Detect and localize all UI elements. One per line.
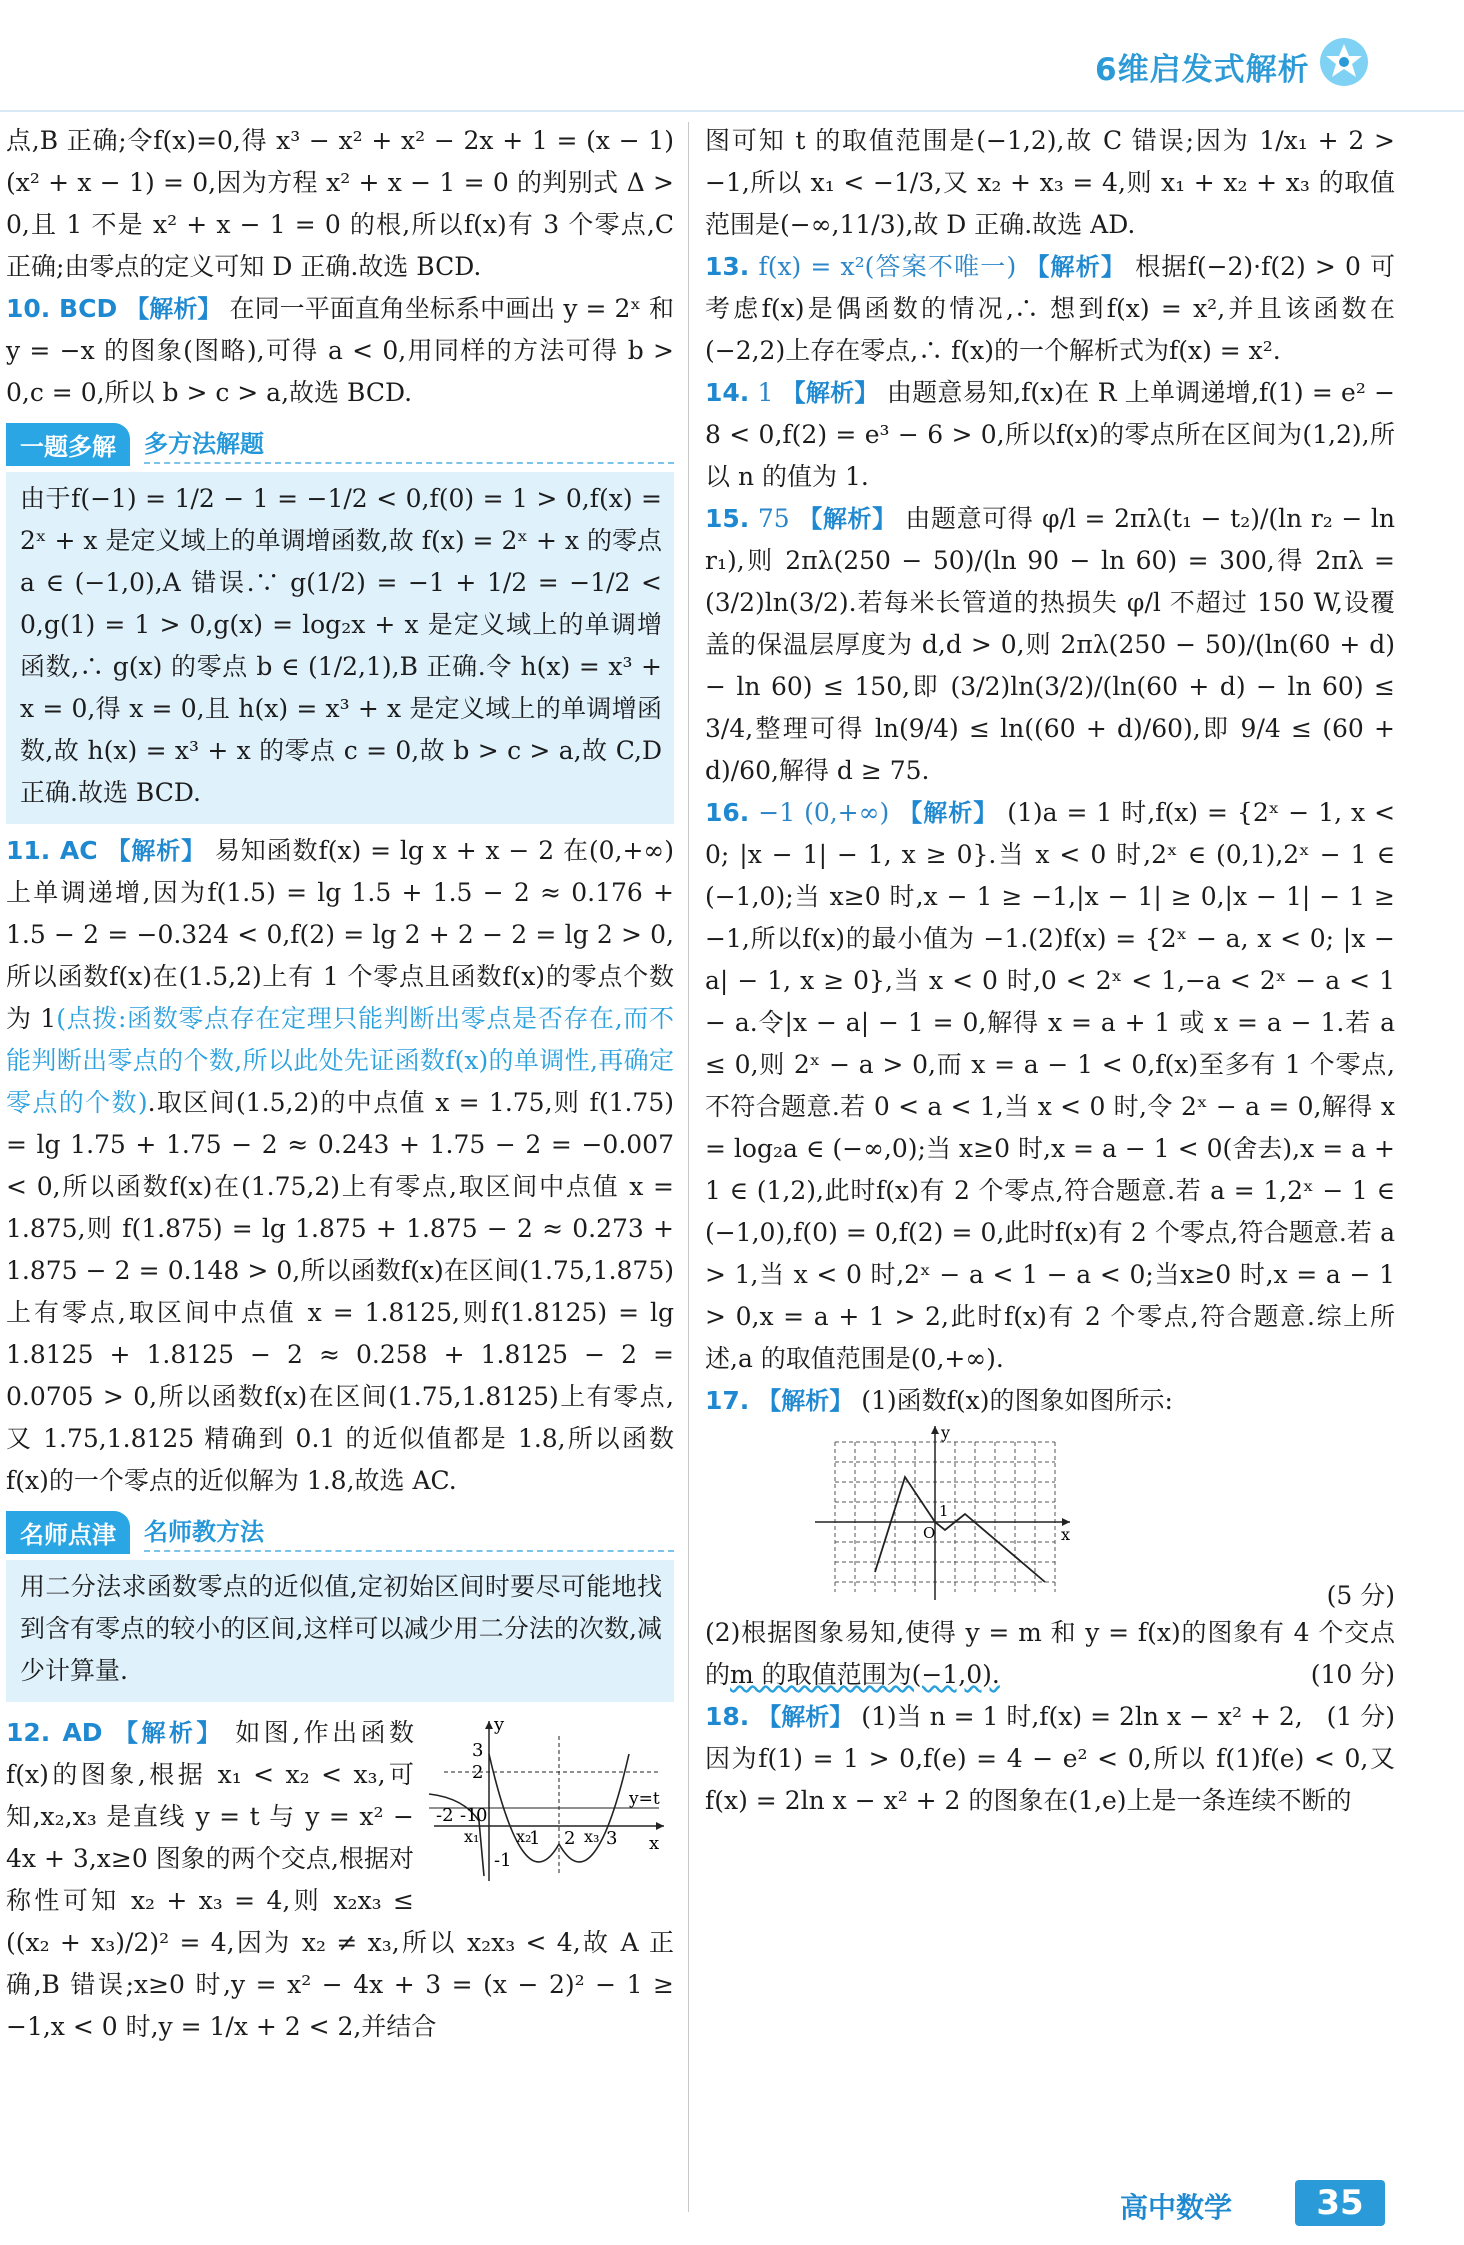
- q11-text2: .取区间(1.5,2)的中点值 x = 1.75,则 f(1.75) = lg 1.75 + 1.75 − 2 ≈ 0.243 + 1.75 − 2 = −0.007 < 0,所以函数f(x)在(1.75,2)上有零点,取区间中点值 x = 1.875,则 f(1.875) = lg 1.875 + 1.875 − 2 ≈ 0.273 + 1.875 − 2 = 0.148 > 0,所以函数f(x)在区间(1.75,1.875)上有零点,取区间中点值 x = 1.8125,则f(1.8125) = lg 1.8125 + 1.8125 − 2 ≈ 0.258 + 1.8125 − 2 = 0.0705 > 0,所以函数f(x)在区间(1.75,1.8125)上有零点,又 1.75,1.8125 精确到 0.1 的近似值都是 1.8,所以函数f(x)的一个零点的近似解为 1.8,故选 AC.: [6, 1088, 674, 1495]
- q11-text1: 易知函数f(x) = lg x + x − 2 在(0,+∞)上单调递增,因为f(1.5) = lg 1.5 + 1.5 − 2 ≈ 0.176 + 1.5 − 2 = −0.324 < 0,f(2) = lg 2 + 2 − 2 = lg 2 > 0,所以函数f(x)在(1.5,2)上有 1 个零点且函数f(x)的零点个数为 1: [6, 836, 674, 1033]
- fig17-label-x: x: [1061, 1525, 1071, 1544]
- fig12-label-x: x: [649, 1833, 660, 1854]
- box1-text: 由于f(−1) = 1/2 − 1 = −1/2 < 0,f(0) = 1 > 0,f(x) = 2ˣ + x 是定义域上的单调增函数,故 f(x) = 2ˣ + x 的零点 a ∈ (−1,0),A 错误.∵ g(1/2) = −1 + 1/2 = −1/2 < 0,g(1) = 1 > 0,g(x) = log₂x + x 是定义域上的单调增函数,∴ g(x) 的零点 b ∈ (1/2,1),B 正确.令 h(x) = x³ + x = 0,得 x = 0,且 h(x) = x³ + x 是定义域上的单调增函数,故 h(x) = x³ + x 的零点 c = 0,故 b > c > a,故 C,D 正确.故选 BCD.: [20, 484, 662, 807]
- q12-continuation: 图可知 t 的取值范围是(−1,2),故 C 错误;因为 1/x₁ + 2 > −1,所以 x₁ < −1/3,又 x₂ + x₃ = 4,则 x₁ + x₂ + x₃ 的取值范围是(−∞,11/3),故 D 正确.故选 AD.: [705, 126, 1395, 239]
- q17-score1: (5 分): [1326, 1581, 1395, 1610]
- box1-header: [6, 424, 674, 464]
- q17-text2-underlined: m 的取值范围为(−1,0).: [730, 1660, 1000, 1689]
- q13-text: 根据f(−2)·f(2) > 0 可考虑f(x)是偶函数的情况,∴ 想到f(x) = x²,并且该函数在(−2,2)上存在零点,∴ f(x)的一个解析式为f(x) = x².: [705, 252, 1396, 365]
- q12-block: [6, 1712, 674, 2048]
- q18: [705, 1696, 1395, 1738]
- q14: [705, 372, 1395, 498]
- box2-header: [6, 1512, 674, 1552]
- fig17-label-y: y: [941, 1423, 951, 1442]
- box1-label: 一题多解: [6, 423, 130, 466]
- fig12-label-t: y=t: [629, 1789, 660, 1809]
- q14-text: 由题意易知,f(x)在 R 上单调递增,f(1) = e² − 8 < 0,f(2) = e³ − 6 > 0,所以f(x)的零点所在区间为(1,2),所以 n 的值为 1.: [705, 378, 1396, 491]
- fig12-tick-2x: 2: [564, 1828, 576, 1849]
- box2-label: 名师点津: [6, 1511, 130, 1554]
- fig12-tick-neg2: -2: [436, 1805, 454, 1826]
- q15-number: 15.: [705, 504, 750, 533]
- box2-subtitle: 名师教方法: [144, 1512, 674, 1552]
- q9-continuation: 点,B 正确;令f(x)=0,得 x³ − x² + x² − 2x + 1 = (x − 1)(x² + x − 1) = 0,因为方程 x² + x − 1 = 0 的判别式 Δ > 0,且 1 不是 x² + x − 1 = 0 的根,所以f(x)有 3 个零点,C 正确;由零点的定义可知 D 正确.故选 BCD.: [6, 126, 674, 281]
- q17-text2: (2)根据图象易知,使得 y = m 和 y = f(x)的图象有 4 个交点的: [705, 1618, 1395, 1689]
- q10-text: 在同一平面直角坐标系中画出 y = 2ˣ 和 y = −x 的图象(图略),可得 a < 0,用同样的方法可得 b > 0,c = 0,所以 b > c > a,故选 BCD.: [6, 294, 674, 407]
- q18-number: 18.: [705, 1702, 750, 1731]
- q15-answer: 75: [757, 504, 790, 533]
- box2: [6, 1560, 674, 1702]
- q15: [705, 498, 1395, 792]
- q12-text1: 如图,作出函数 f(x)的图象,根据 x₁ < x₂ < x₃,可知,x₂,x₃ 是直线 y = t 与 y = x² − 4x + 3,x≥0 图象的两个交点,根据对称性可知 x₂ + x₃ = 4,则 x₂x₃ ≤ ((x₂ + x₃)/2)² =: [6, 1718, 415, 1957]
- q17-figure: [815, 1422, 1075, 1602]
- fig17-label-o: O: [923, 1524, 936, 1542]
- q16-answer: −1 (0,+∞): [758, 798, 890, 827]
- q16-text: (1)a = 1 时,f(x) = {2ˣ − 1, x < 0; |x − 1| − 1, x ≥ 0}.当 x < 0 时,2ˣ ∈ (0,1),2ˣ − 1 ∈ (−1,0);当 x≥0 时,x − 1 ≥ −1,|x − 1| ≥ 0,|x − 1| − 1 ≥ −1,所以f(x)的最小值为 −1.(2)f(x) = {2ˣ − a, x < 0; |x − a| − 1, x ≥ 0},当 x < 0 时,0 < 2ˣ < 1,−a < 2ˣ − a < 1 − a.令|x − a| − 1 = 0,解得 x = a + 1 或 x = a − 1.若 a ≤ 0,则 2ˣ − a > 0,而 x = a − 1 < 0,f(x)至多有 1 个零点,不符合题意.若 0 < a < 1,当 x < 0 时,令 2ˣ − a = 0,解得 x = log₂a ∈ (−∞,0);当 x≥0 时,x = a − 1 < 0(舍去),x = a + 1 ∈ (1,2),此时f(x)有 2 个零点,符合题意.若 a = 1,2ˣ − 1 ∈ (−1,0),f(0) = 0,f(2) = 0,此时f(x)有 2 个零点,符合题意.若 a > 1,当 x < 0 时,2ˣ − a < 1 − a < 0;当x≥0 时,x = a − 1 > 0,x = a + 1 > 2,此时f(x)有 2 个零点,符合题意.综上所述,a 的取值范围是(0,+∞).: [705, 798, 1396, 1373]
- box1-subtitle: 多方法解题: [144, 424, 674, 464]
- q12-figure: [424, 1716, 674, 1886]
- q11: [6, 830, 674, 1502]
- fig12-label-y: y: [494, 1716, 505, 1735]
- q15-text: 由题意可得 φ/l = 2πλ(t₁ − t₂)/(ln r₂ − ln r₁),则 2πλ(250 − 50)/(ln 90 − ln 60) = 300,得 2πλ = (3/2)ln(3/2).若每米长管道的热损失 φ/l 不超过 150 W,设覆盖的保温层厚度为 d,d > 0,则 2πλ(250 − 50)/(ln(60 + d) − ln 60) ≤ 150,即 (3/2)ln(3/2)/(ln(60 + d) − ln 60) ≤ 3/4,整理可得 ln(9/4) ≤ ln((60 + d)/60),即 9/4 ≤ (60 + d)/60,解得 d ≥ 75.: [705, 504, 1396, 785]
- q12-text2: 4,因为 x₂ ≠ x₃,所以 x₂x₃ < 4,故 A 正确,B 错误;x≥0 时,y = x² − 4x + 3 = (x − 2)² − 1 ≥ −1,x < 0 时,y = 1/x + 2 < 2,并结合: [6, 1928, 675, 2041]
- fig17-label-1: 1: [939, 1502, 949, 1520]
- q14-tag: 【解析】: [781, 379, 879, 407]
- q16-tag: 【解析】: [898, 799, 999, 827]
- q12-number: 12. AD: [6, 1718, 103, 1747]
- left-column: [6, 120, 674, 2048]
- q11-tag: 【解析】: [106, 837, 207, 865]
- q10-tag: 【解析】: [125, 295, 222, 323]
- fig12-x2: x₂: [516, 1827, 532, 1846]
- q14-number: 14.: [705, 378, 750, 407]
- q16: [705, 792, 1395, 1380]
- q13-tag: 【解析】: [1025, 253, 1127, 281]
- q17: [705, 1380, 1395, 1422]
- q11-number: 11. AC: [6, 836, 98, 865]
- footer-subject: 高中数学: [1120, 2191, 1233, 2224]
- q17-part2: [705, 1612, 1395, 1696]
- fig12-tick-neg1: -1: [460, 1805, 478, 1826]
- fig12-tick-neg1y: -1: [494, 1850, 512, 1871]
- star-badge-icon: [1318, 36, 1370, 88]
- right-column: [705, 120, 1395, 1822]
- q13: [705, 246, 1395, 372]
- q18-score1: (1 分): [1326, 1702, 1395, 1731]
- q10-number: 10. BCD: [6, 294, 118, 323]
- q18-tag: 【解析】: [757, 1703, 854, 1731]
- header-title: 6维启发式解析: [1095, 52, 1310, 88]
- q17-figure-wrap: [705, 1422, 1395, 1612]
- fig12-tick-2: 2: [472, 1762, 484, 1783]
- q13-number: 13.: [705, 252, 750, 281]
- q10: [6, 288, 674, 414]
- q17-text1: (1)函数f(x)的图象如图所示:: [861, 1386, 1173, 1415]
- q13-answer: f(x) = x²(答案不唯一): [758, 252, 1017, 281]
- q14-answer: 1: [757, 378, 774, 407]
- box1: [6, 472, 674, 824]
- q17-number: 17.: [705, 1386, 750, 1415]
- q18-text2: 因为f(1) = 1 > 0,f(e) = 4 − e² < 0,所以 f(1)f(e) < 0,又f(x) = 2ln x − x² + 2 的图象在(1,e)上是一条连续不断的: [705, 1744, 1395, 1815]
- q18-text1: (1)当 n = 1 时,f(x) = 2ln x − x² + 2,: [861, 1702, 1303, 1731]
- q16-number: 16.: [705, 798, 750, 827]
- footer: [1095, 2180, 1395, 2226]
- q17-score2: (10 分): [1310, 1660, 1395, 1689]
- fig12-x3: x₃: [584, 1827, 600, 1846]
- fig12-x1: x₁: [464, 1827, 480, 1846]
- fig12-tick-3: 3: [472, 1740, 484, 1761]
- q17-tag: 【解析】: [757, 1387, 854, 1415]
- q11-note: (点拨:函数零点存在定理只能判断出零点是否存在,而不能判断出零点的个数,所以此处先证函数f(x)的单调性,再确定零点的个数): [6, 1004, 674, 1117]
- header-rule: [0, 110, 1464, 112]
- page-number: 35: [1295, 2180, 1385, 2226]
- fig12-tick-0: 0: [476, 1805, 488, 1826]
- fig12-tick-1: 1: [529, 1828, 541, 1849]
- box2-text: 用二分法求函数零点的近似值,定初始区间时要尽可能地找到含有零点的较小的区间,这样可以减少用二分法的次数,减少计算量.: [20, 1572, 662, 1685]
- q12-tag: 【解析】: [113, 1719, 224, 1747]
- column-divider: [688, 122, 689, 2212]
- q15-tag: 【解析】: [798, 505, 897, 533]
- fig12-tick-3x: 3: [606, 1828, 618, 1849]
